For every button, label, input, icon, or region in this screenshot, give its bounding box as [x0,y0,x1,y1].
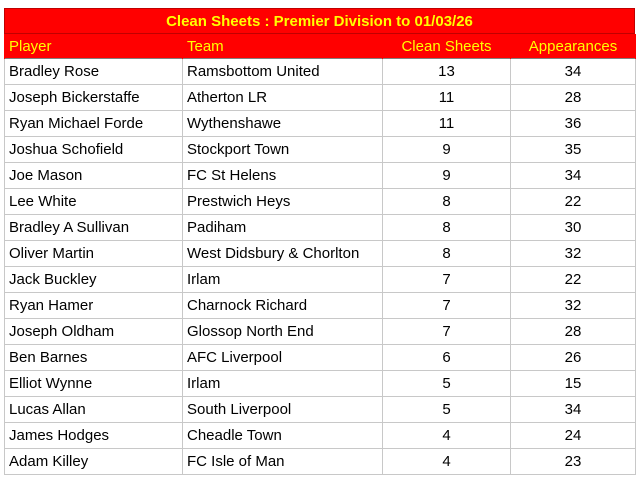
player-cell[interactable]: Joshua Schofield [5,137,183,163]
player-cell[interactable]: Oliver Martin [5,241,183,267]
table-row [5,397,636,423]
team-cell[interactable]: Charnock Richard [183,293,383,319]
clean-sheets-cell[interactable]: 8 [383,241,511,267]
table-row [5,59,636,85]
table-row [5,267,636,293]
table-row [5,319,636,345]
player-cell[interactable]: Lee White [5,189,183,215]
player-cell[interactable]: Ryan Michael Forde [5,111,183,137]
team-cell[interactable]: Ramsbottom United [183,59,383,85]
team-cell[interactable]: FC St Helens [183,163,383,189]
table-row [5,85,636,111]
clean-sheets-cell[interactable]: 8 [383,189,511,215]
player-cell[interactable]: Elliot Wynne [5,371,183,397]
player-cell[interactable]: Ben Barnes [5,345,183,371]
clean-sheets-cell[interactable]: 6 [383,345,511,371]
team-cell[interactable]: Padiham [183,215,383,241]
appearances-cell[interactable]: 24 [511,423,636,449]
team-cell[interactable]: Glossop North End [183,319,383,345]
table-row [5,215,636,241]
appearances-cell[interactable]: 26 [511,345,636,371]
team-cell[interactable]: Prestwich Heys [183,189,383,215]
team-cell[interactable]: Wythenshawe [183,111,383,137]
table-row [5,293,636,319]
player-cell[interactable]: Lucas Allan [5,397,183,423]
appearances-cell[interactable]: 36 [511,111,636,137]
team-cell[interactable]: West Didsbury & Chorlton [183,241,383,267]
clean-sheets-cell[interactable]: 7 [383,267,511,293]
clean-sheets-cell[interactable]: 11 [383,111,511,137]
appearances-cell[interactable]: 32 [511,293,636,319]
appearances-cell[interactable]: 22 [511,189,636,215]
table-row [5,345,636,371]
team-cell[interactable]: AFC Liverpool [183,345,383,371]
appearances-cell[interactable]: 34 [511,397,636,423]
player-cell[interactable]: Ryan Hamer [5,293,183,319]
player-cell[interactable]: Bradley A Sullivan [5,215,183,241]
player-cell[interactable]: Joseph Oldham [5,319,183,345]
column-header-appearances[interactable]: Appearances [511,34,636,59]
appearances-cell[interactable]: 15 [511,371,636,397]
appearances-cell[interactable]: 23 [511,449,636,475]
team-cell[interactable]: Atherton LR [183,85,383,111]
player-cell[interactable]: Joseph Bickerstaffe [5,85,183,111]
player-cell[interactable]: James Hodges [5,423,183,449]
clean-sheets-cell[interactable]: 5 [383,397,511,423]
table-title: Clean Sheets : Premier Division to 01/03/26 [4,8,635,34]
clean-sheets-cell[interactable]: 9 [383,163,511,189]
appearances-cell[interactable]: 28 [511,319,636,345]
table-row [5,137,636,163]
column-header-clean-sheets[interactable]: Clean Sheets [383,34,511,59]
player-cell[interactable]: Bradley Rose [5,59,183,85]
clean-sheets-cell[interactable]: 4 [383,423,511,449]
clean-sheets-cell[interactable]: 4 [383,449,511,475]
clean-sheets-cell[interactable]: 9 [383,137,511,163]
clean-sheets-cell[interactable]: 7 [383,293,511,319]
table-row [5,449,636,475]
team-cell[interactable]: Stockport Town [183,137,383,163]
clean-sheets-cell[interactable]: 5 [383,371,511,397]
clean-sheets-table [4,34,636,475]
team-cell[interactable]: Cheadle Town [183,423,383,449]
appearances-cell[interactable]: 34 [511,163,636,189]
appearances-cell[interactable]: 35 [511,137,636,163]
clean-sheets-cell[interactable]: 8 [383,215,511,241]
clean-sheets-cell[interactable]: 11 [383,85,511,111]
player-cell[interactable]: Jack Buckley [5,267,183,293]
table-row [5,423,636,449]
clean-sheets-cell[interactable]: 7 [383,319,511,345]
table-row [5,163,636,189]
team-cell[interactable]: South Liverpool [183,397,383,423]
table-row [5,371,636,397]
table-row [5,241,636,267]
column-header-team[interactable]: Team [183,34,383,59]
team-cell[interactable]: FC Isle of Man [183,449,383,475]
team-cell[interactable]: Irlam [183,371,383,397]
clean-sheets-table-container [4,8,635,475]
table-row [5,111,636,137]
appearances-cell[interactable]: 30 [511,215,636,241]
appearances-cell[interactable]: 28 [511,85,636,111]
table-body [5,59,636,475]
column-header-player[interactable]: Player [5,34,183,59]
header-row [5,34,636,59]
appearances-cell[interactable]: 22 [511,267,636,293]
player-cell[interactable]: Joe Mason [5,163,183,189]
team-cell[interactable]: Irlam [183,267,383,293]
appearances-cell[interactable]: 32 [511,241,636,267]
clean-sheets-cell[interactable]: 13 [383,59,511,85]
player-cell[interactable]: Adam Killey [5,449,183,475]
appearances-cell[interactable]: 34 [511,59,636,85]
table-row [5,189,636,215]
